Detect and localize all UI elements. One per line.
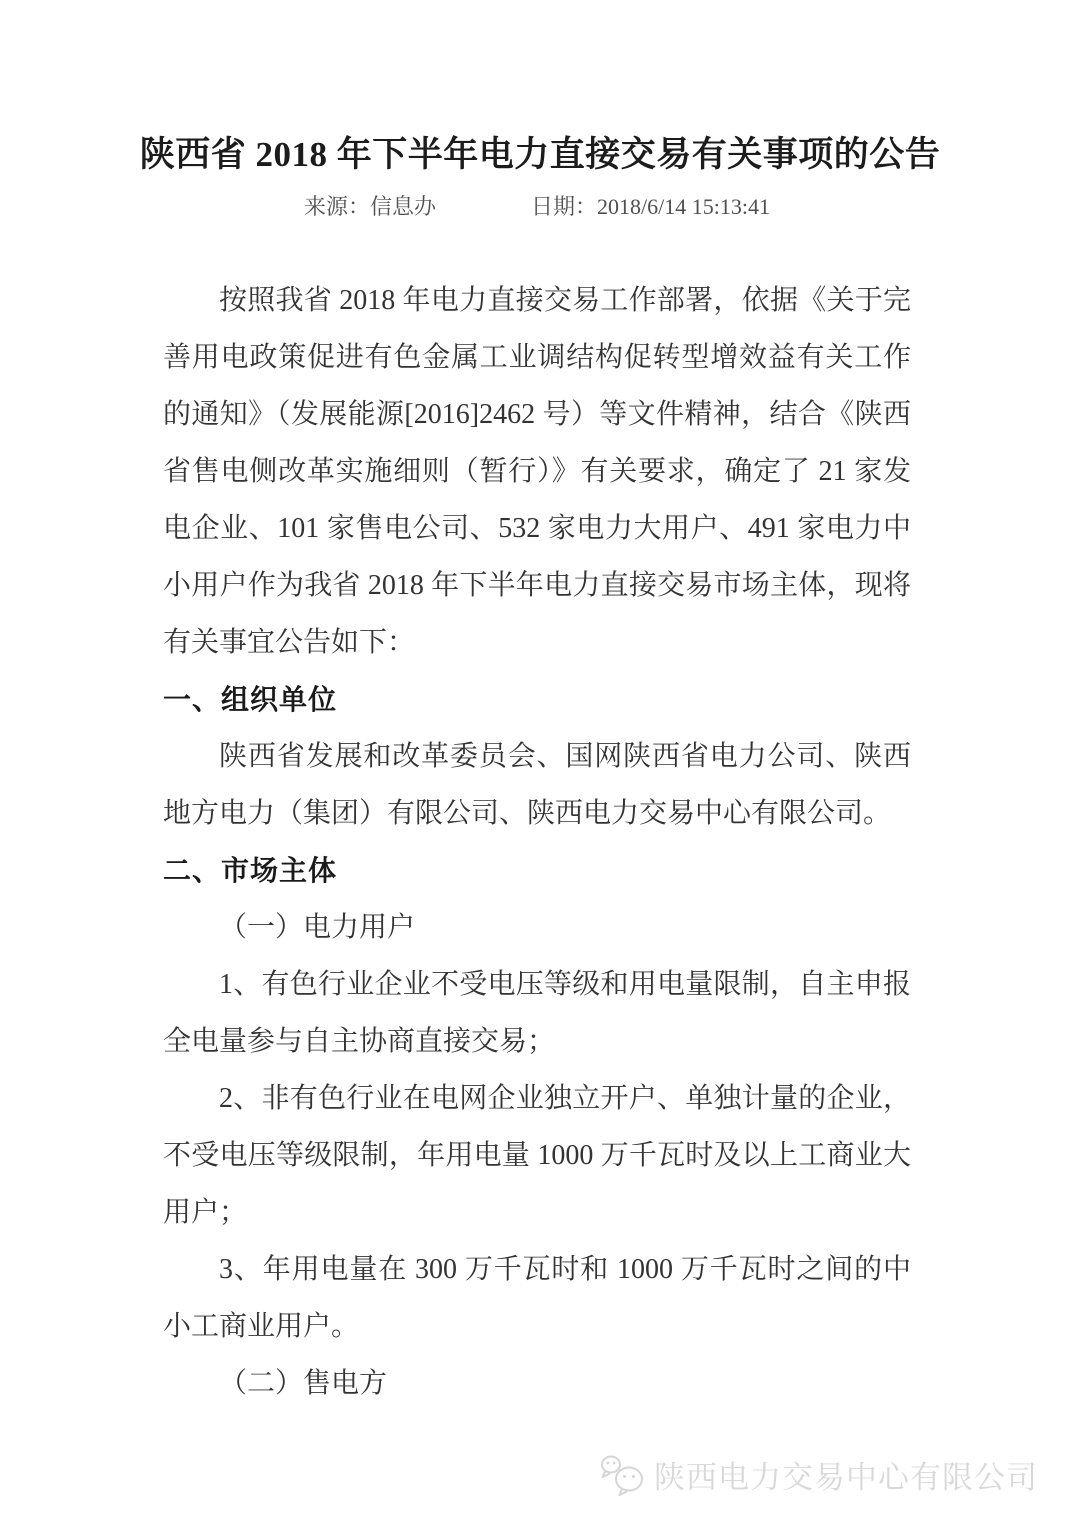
section-2-subheading-2: （二）售电方: [219, 1368, 388, 1399]
market-item-3: 3、年用电量在 300 万千瓦时和 1000 万千瓦时之间的中小工商业用户。: [163, 1254, 911, 1342]
watermark: [599, 1452, 1038, 1497]
section-1-paragraph: 陕西省发展和改革委员会、国网陕西省电力公司、陕西地方电力（集团）有限公司、陕西电力交易中心有限公司。: [163, 741, 911, 829]
section-2-heading: 二、市场主体: [163, 855, 338, 886]
date-label: 日期：2018/6/14 15:13:41: [531, 194, 770, 219]
wechat-icon: [599, 1453, 647, 1497]
intro-paragraph: 按照我省 2018 年电力直接交易工作部署，依据《关于完善用电政策促进有色金属工业调结构促转型增效益有关工作的通知》（发展能源[2016]2462 号）等文件精神，结合《陕西省售电侧改革实施细则（暂行）》有关要求，确定了 21 家发电企业、101 家售电公司、532 家电力大用户、491 家电力中小用户作为我省 2018 年下半年电力直接交易市场主体，现将有关事宜公告如下：: [163, 285, 911, 658]
section-1-heading: 一、组织单位: [163, 684, 338, 715]
market-item-1: 1、有色行业企业不受电压等级和用电量限制，自主申报全电量参与自主协商直接交易；: [163, 969, 911, 1057]
document-body: [163, 272, 911, 1412]
section-2-subheading-1: （一）电力用户: [219, 912, 416, 943]
market-item-2: 2、非有色行业在电网企业独立开户、单独计量的企业，不受电压等级限制，年用电量 1000 万千瓦时及以上工商业大用户；: [163, 1083, 911, 1228]
page-title: 陕西省 2018 年下半年电力直接交易有关事项的公告: [139, 135, 941, 174]
source-label: 来源：信息办: [304, 194, 437, 219]
watermark-text: 陕西电力交易中心有限公司: [654, 1460, 1038, 1495]
meta-line: [163, 190, 911, 221]
